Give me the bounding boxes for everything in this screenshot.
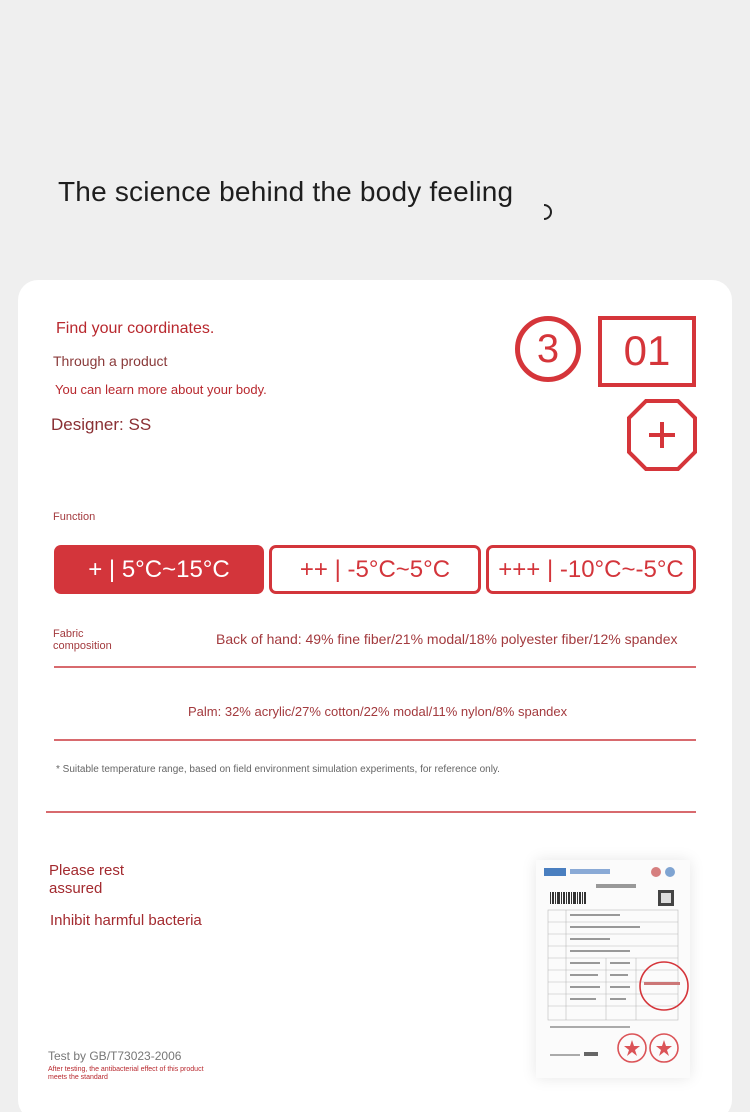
- back-of-hand-text: Back of hand: 49% fine fiber/21% modal/18% polyester fiber/12% spandex: [216, 631, 678, 647]
- headline: The science behind the body feeling: [58, 176, 514, 207]
- divider: [46, 811, 696, 813]
- learn-more-text: You can learn more about your body.: [55, 382, 267, 397]
- number-badge: 3: [515, 316, 581, 382]
- fabric-label: Fabric composition: [53, 628, 112, 652]
- plus-octagon-icon: [626, 398, 698, 472]
- rest-assured-title: Please rest assured: [49, 862, 125, 897]
- test-report-image: [536, 860, 690, 1078]
- temp-level-3-button[interactable]: +++ | -10°C~-5°C: [486, 545, 696, 594]
- divider: [54, 739, 696, 741]
- inhibit-bacteria-text: Inhibit harmful bacteria: [50, 912, 202, 929]
- find-coordinates-text: Find your coordinates.: [56, 320, 215, 337]
- designer-text: Designer: SS: [51, 415, 152, 434]
- through-product-text: Through a product: [53, 353, 168, 369]
- palm-text: Palm: 32% acrylic/27% cotton/22% modal/11% nylon/8% spandex: [188, 704, 568, 719]
- temp-level-2-button[interactable]: ++ | -5°C~5°C: [269, 545, 481, 594]
- divider: [54, 666, 696, 668]
- headline-mark-icon: [544, 204, 552, 220]
- temp-level-1-button[interactable]: + | 5°C~15°C: [54, 545, 264, 594]
- test-result-text: After testing, the antibacterial effect of this product meets the standard: [48, 1066, 204, 1081]
- function-label: Function: [53, 511, 96, 523]
- test-standard-text: Test by GB/T73023-2006: [48, 1049, 182, 1063]
- footnote-text: * Suitable temperature range, based on field environment simulation experiments, for reference only.: [56, 764, 500, 775]
- code-badge: 01: [598, 316, 696, 387]
